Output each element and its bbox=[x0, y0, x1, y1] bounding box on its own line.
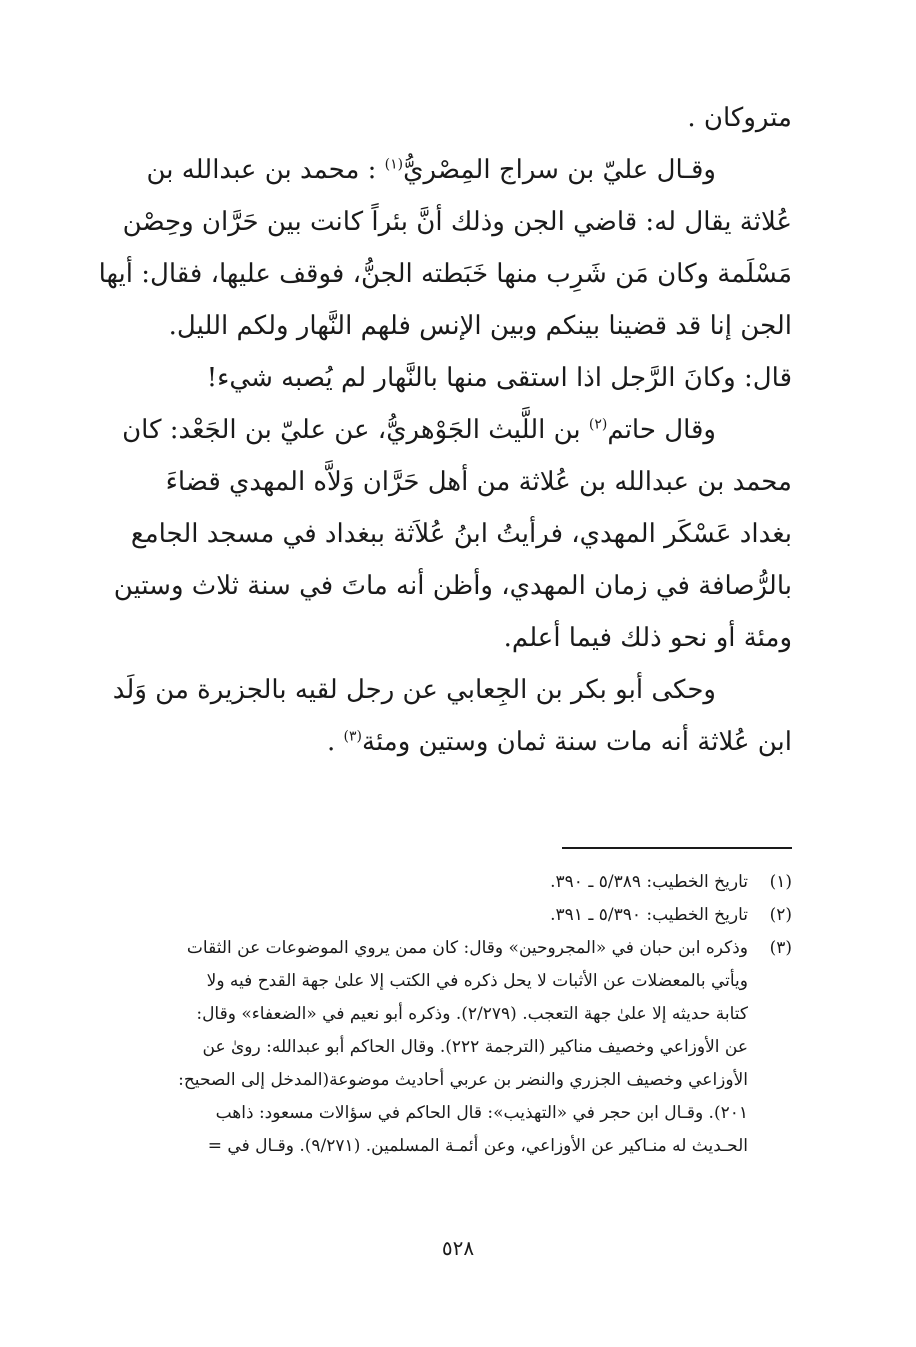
footnote-body bbox=[95, 866, 748, 899]
text-segment: وقال حاتم bbox=[607, 415, 716, 445]
paragraph-1 bbox=[92, 144, 792, 404]
text-line: وحكى أبو بكر بن الجِعابي عن رجل لقيه بالجزيرة من وَلَد bbox=[112, 675, 716, 705]
footnote-2 bbox=[95, 899, 792, 932]
footnote-line: ٢٠١). وقـال ابن حجر في «التهذيب»: قال الحاكم في سؤالات مسعود: ذاهب bbox=[215, 1103, 748, 1123]
footnotes bbox=[95, 866, 792, 1163]
text-line bbox=[92, 404, 792, 456]
text-line: قال: وكانَ الرَّجل اذا استقى منها بالنَّهار لم يُصبه شيء! bbox=[206, 363, 792, 393]
text-line: بغداد عَسْكَر المهدي، فرأيتُ ابنُ عُلاَثة ببغداد في مسجد الجامع bbox=[130, 519, 792, 549]
page-number: ٥٢٨ bbox=[441, 1236, 475, 1260]
footnote-line: كتابة حديثه إلا علىٰ جهة التعجب. (٢/٢٧٩). وذكره أبو نعيم في «الضعفاء» وقال: bbox=[196, 1004, 748, 1024]
text-line: متروكان . bbox=[687, 103, 792, 133]
text-line bbox=[92, 716, 792, 768]
footnote-body bbox=[95, 932, 748, 1163]
footnote-line: ويأتي بالمعضلات عن الأثبات لا يحل ذكره في الكتب إلا علىٰ جهة القدح فيه ولا bbox=[206, 971, 748, 991]
text-line: محمد بن عبدالله بن عُلاثة من أهل حَرَّان وَلاَّه المهدي قضاءَ bbox=[165, 467, 792, 497]
footnote-line: عن الأوزاعي وخصيف مناكير (الترجمة ٢٢٢). وقال الحاكم أبو عبدالله: روىٰ عن bbox=[202, 1037, 748, 1057]
text-segment: : محمد بن عبدالله بن bbox=[146, 155, 385, 185]
footnote-body bbox=[95, 899, 748, 932]
text-line: بالرُّصافة في زمان المهدي، وأظن أنه ماتَ في سنة ثلاث وستين bbox=[113, 571, 792, 601]
footnote-line: وذكره ابن حبان في «المجروحين» وقال: كان ممن يروي الموضوعات عن الثقات bbox=[186, 938, 748, 958]
footnote-number: (١) bbox=[769, 872, 792, 892]
text-line bbox=[92, 144, 792, 196]
footnote-line: الحـديث له منـاكير عن الأوزاعي، وعن أئمـة المسلمين. (٩/٢٧١). وقـال في = bbox=[207, 1136, 748, 1156]
footnote-3 bbox=[95, 932, 792, 1163]
text-line: الجن إنا قد قضينا بينكم وبين الإنس فلهم النَّهار ولكم الليل. bbox=[168, 311, 792, 341]
text-segment: . bbox=[327, 727, 344, 757]
main-text bbox=[92, 92, 792, 768]
footnote-number: (٣) bbox=[769, 938, 792, 958]
text-segment: بن اللَّيث الجَوْهريُّ، عن عليّ بن الجَعْد: كان bbox=[122, 415, 589, 445]
footnote-line: الأوزاعي وخصيف الجزري والنضر بن عربي أحاديث موضوعة(المدخل إلى الصحيح: bbox=[178, 1070, 748, 1090]
footnote-line: تاريخ الخطيب: ٥/٣٩٠ ـ ٣٩١. bbox=[550, 905, 748, 925]
footnote-1 bbox=[95, 866, 792, 899]
footnote-line: تاريخ الخطيب: ٥/٣٨٩ ـ ٣٩٠. bbox=[550, 872, 748, 892]
paragraph-3 bbox=[92, 664, 792, 768]
footnote-ref-3[interactable]: (٣) bbox=[343, 728, 363, 745]
text-segment: ابن عُلاثة أنه مات سنة ثمان وستين ومئة bbox=[362, 727, 792, 757]
footnote-number: (٢) bbox=[769, 905, 792, 925]
paragraph-2 bbox=[92, 404, 792, 664]
footnote-separator bbox=[562, 847, 792, 849]
text-segment: وقـال عليّ بن سراج المِصْريُّ bbox=[403, 155, 716, 185]
top-line bbox=[92, 92, 792, 144]
footnote-ref-2[interactable]: (٢) bbox=[588, 416, 608, 433]
text-line: عُلاثة يقال له: قاضي الجن وذلك أنَّ بئراً كانت بين حَرَّان وحِصْن bbox=[122, 207, 792, 237]
text-line: مَسْلَمة وكان مَن شَرِب منها خَبَطته الجنُّ، فوقف عليها، فقال: أيها bbox=[98, 259, 792, 289]
footnote-ref-1[interactable]: (١) bbox=[384, 156, 404, 173]
text-line: ومئة أو نحو ذلك فيما أعلم. bbox=[503, 623, 792, 653]
